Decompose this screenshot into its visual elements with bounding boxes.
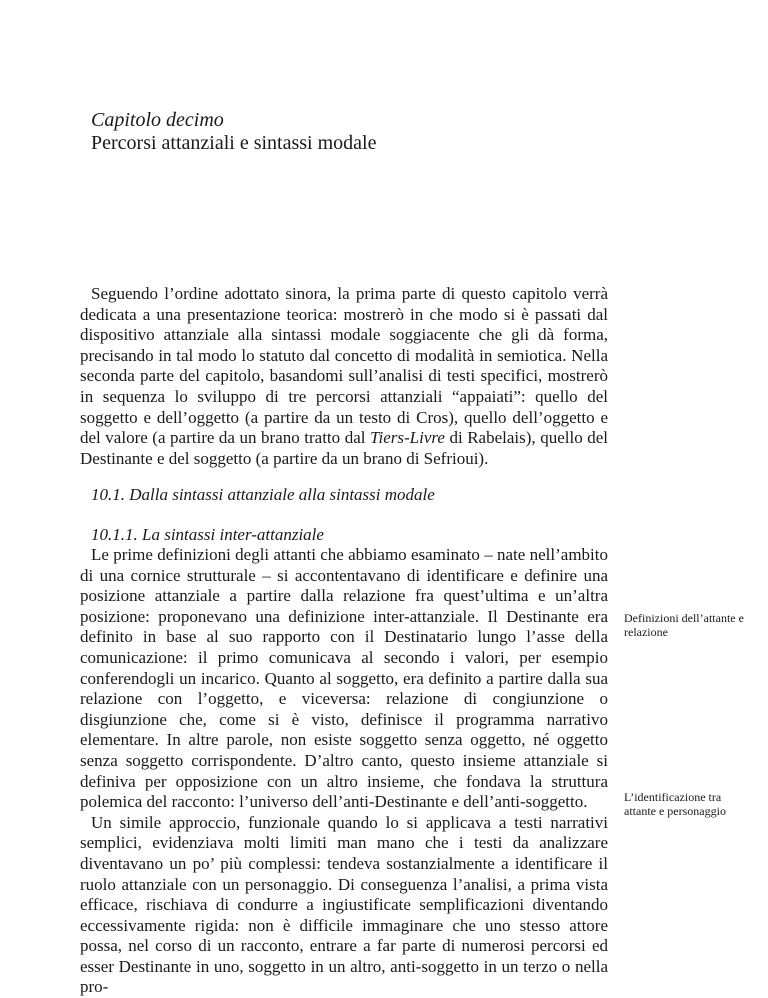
body-text (80, 545, 608, 998)
chapter-title: Percorsi attanziali e sintassi modale (91, 132, 377, 154)
subsection-heading: 10.1.1. La sintassi inter-attanziale (91, 525, 324, 544)
chapter-kicker: Capitolo decimo (91, 109, 224, 131)
margin-note-definitions: Definizioni dell’attante e relazione (624, 611, 744, 639)
body-paragraph-1: Le prime definizioni degli attanti che abbiamo esaminato – nate nell’ambito di una cornice strutturale – si accontentavano di identificare e definire una posizione attanziale a partire dalla relazione fra quest’ultima e un’altra posizione: proponevano una definizione inter-attanziale. Il Destinante era definito in base al suo rapporto con il Destinatario lungo l’asse della comunicazione: il primo comunicava al secondo i valori, per esempio conferendogli un incarico. Quanto al soggetto, era definito a partire dalla sua relazione con l’oggetto, e viceversa: relazione di congiunzione o disgiunzione che, come si è visto, definisce il programma narrativo elementare. In altre parole, non esiste soggetto senza oggetto, né oggetto senza soggetto corrispondente. D’altro canto, questo insieme attanziale si definiva per opposizione con un altro insieme, che fondava la struttura polemica del racconto: l’universo dell’anti-Destinante e dell’anti-soggetto. (80, 545, 608, 812)
body-paragraph-2: Un simile approccio, funzionale quando lo si applicava a testi narrativi semplici, evidenziava molti limiti man mano che i testi da analizzare diventavano un po’ più complessi: tendeva sostanzialmente a identificare il ruolo attanziale con un personaggio. Di conseguenza l’analisi, a prima vista efficace, rischiava di condurre a ingiustificate semplificazioni diventando eccessivamente rigida: non è difficile immaginare che uno stesso attore possa, nel corso di un racconto, entrare a far parte di numerosi percorsi ed esser Destinante in uno, soggetto in un altro, anti-soggetto in un terzo o nella pro- (80, 812, 608, 997)
intro-paragraph (80, 284, 608, 469)
section-heading: 10.1. Dalla sintassi attanziale alla sintassi modale (91, 485, 435, 504)
intro-italic-title: Tiers-Livre (370, 428, 445, 448)
margin-note-identification: L’identificazione tra attante e personaggio (624, 790, 726, 818)
intro-text-part2: di Rabelais), quello del Destinante e del soggetto (a partire da un brano di Sefrioui). (80, 428, 608, 468)
intro-text-part1: Seguendo l’ordine adottato sinora, la prima parte di questo capitolo verrà dedicata a una presentazione teorica: mostrerò in che modo si è passati dal dispositivo attanziale alla sintassi modale soggiacente che gli dà forma, precisando in tal modo lo statuto dal concetto di modalità in semiotica. Nella seconda parte del capitolo, basandomi sull’analisi di testi specifici, mostrerò in sequenza lo sviluppo di tre percorsi attanziali “appaiati”: quello del soggetto e dell’oggetto (a partire da un testo di Cros), quello dell’oggetto e del valore (a partire da un brano tratto dal (80, 284, 608, 448)
intro-text (80, 284, 608, 469)
